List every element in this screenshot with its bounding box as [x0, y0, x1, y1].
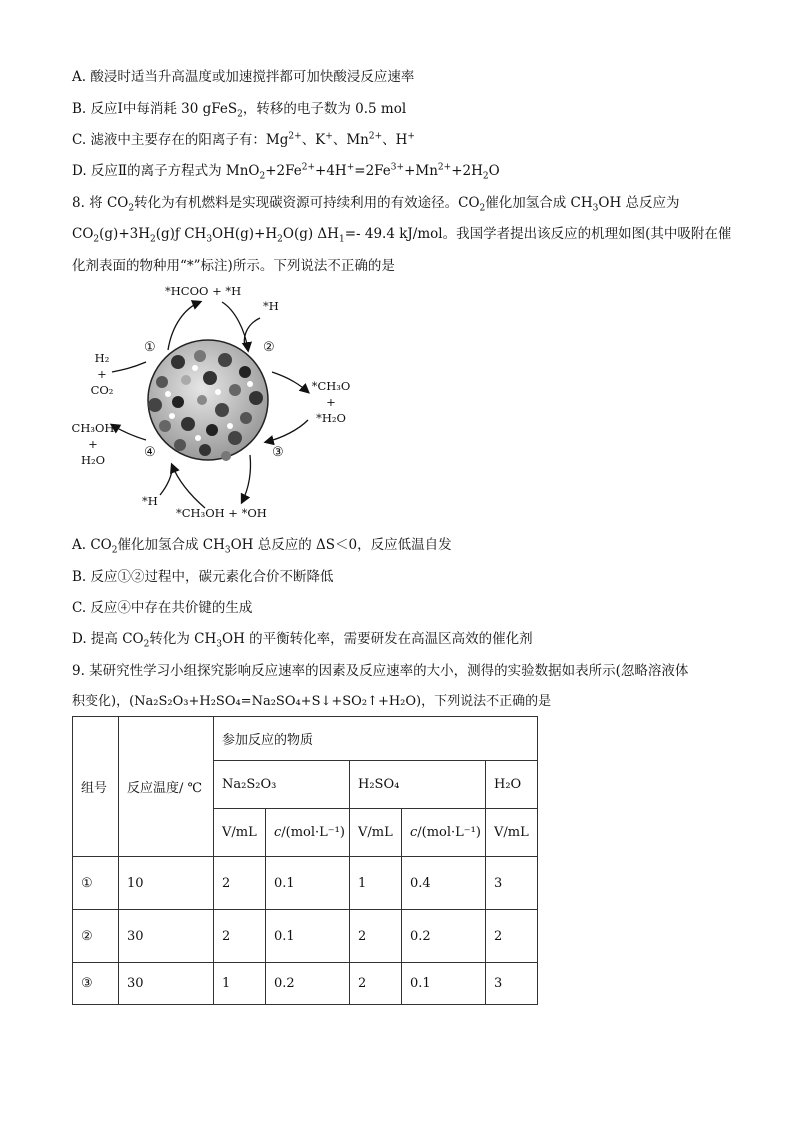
arrow-step3	[242, 455, 251, 502]
arrow-to-step3	[266, 420, 308, 442]
label-ch3oh-oh: *CH₃OH + *OH	[176, 506, 267, 520]
cell-value: 0.2	[266, 963, 350, 1005]
label-step2: ②	[263, 340, 275, 355]
header-temperature: 反应温度/ ℃	[119, 717, 214, 857]
q7-option-d: D. 反应Ⅱ的离子方程式为 $MnO_2+2Fe^{2+}+4H^+=2Fe^{3+}+Mn^{2+}+2H_2O$	[72, 162, 500, 182]
label-step1: ①	[144, 340, 156, 355]
label-h2-co2: H₂ + CO₂	[90, 351, 114, 397]
cell-value: 3	[486, 963, 538, 1005]
q7-option-c: C. 滤液中主要存在的阳离子有：$Mg^{2+}$、K+、$Mn^{2+}$、H+	[72, 131, 415, 148]
header-h2so4: H₂SO₄	[350, 761, 486, 809]
q8-option-c: C. 反应④中存在共价键的生成	[72, 600, 253, 616]
label-h-top: *H	[263, 299, 279, 313]
header-h2o: H₂O	[486, 761, 538, 809]
cell-value: 2	[350, 910, 402, 963]
experiment-table	[72, 716, 538, 1005]
label-step4: ④	[144, 445, 156, 460]
cell-value: 2	[486, 910, 538, 963]
header-concentration: c/(mol·L⁻¹)	[402, 809, 486, 857]
q9-stem-line2: 积变化)，(Na₂S₂O₃+H₂SO₄=Na₂SO₄+S↓+SO₂↑+H₂O)，下列说法不正确的是	[72, 694, 552, 709]
q7-option-a: A. 酸浸时适当升高温度或加速搅拌都可加快酸浸反应速率	[72, 69, 415, 85]
arrow-input	[112, 362, 146, 372]
header-volume: V/mL	[350, 809, 402, 857]
cell-temperature: 30	[119, 963, 214, 1005]
label-h-bottom: *H	[142, 494, 158, 508]
q8-option-b: B. 反应①②过程中，碳元素化合价不断降低	[72, 569, 334, 585]
cell-value: 0.1	[266, 910, 350, 963]
header-group: 组号	[73, 717, 119, 857]
header-na2s2o3: Na₂S₂O₃	[214, 761, 350, 809]
mechanism-diagram	[60, 280, 380, 525]
cell-value: 3	[486, 857, 538, 910]
header-volume: V/mL	[486, 809, 538, 857]
header-concentration: c/(mol·L⁻¹)	[266, 809, 350, 857]
q9-stem-line1: 9. 某研究性学习小组探究影响反应速率的因素及反应速率的大小，测得的实验数据如表所示(忽略溶液体	[72, 663, 689, 679]
q8-option-a: A. $CO_2$催化加氢合成 $CH_3OH$ 总反应的 ΔS＜0，反应低温自发	[72, 537, 452, 556]
q8-stem-line3: 化剂表面的物种用“*”标注)所示。下列说法不正确的是	[72, 258, 395, 274]
cell-group: ③	[73, 963, 119, 1005]
cell-value: 2	[214, 857, 266, 910]
label-hcoo-h: *HCOO + *H	[165, 284, 242, 298]
q8-stem-line2: $CO_2(g)+3H_2(g)ƒ$ $CH_3OH(g)+H_2O(g)$ $\Delta H_1=-$ 49.4 kJ/mol。我国学者提出该反应的机理如图(其中吸附在催	[72, 226, 732, 245]
label-step3: ③	[272, 445, 284, 460]
cell-value: 2	[350, 963, 402, 1005]
q8-option-d: D. 提高 $CO_2$转化为 $CH_3OH$ 的平衡转化率，需要研发在高温区高效的催化剂	[72, 631, 533, 650]
cell-group: ②	[73, 910, 119, 963]
q8-stem-line1: 8. 将 $CO_2$转化为有机燃料是实现碳资源可持续利用的有效途径。$CO_2$催化加氢合成 $CH_3OH$ 总反应为	[72, 195, 680, 214]
cell-value: 0.1	[402, 963, 486, 1005]
cell-value: 2	[214, 910, 266, 963]
label-ch3oh-h2o: CH₃OH + H₂O	[71, 421, 115, 467]
label-ch3o-h2o: *CH₃O + *H₂O	[311, 379, 351, 425]
cell-value: 0.4	[402, 857, 486, 910]
cell-temperature: 10	[119, 857, 214, 910]
cell-value: 0.2	[402, 910, 486, 963]
table-row	[73, 910, 538, 963]
header-reactants: 参加反应的物质	[214, 717, 538, 761]
table-row	[73, 963, 538, 1005]
cell-value: 1	[214, 963, 266, 1005]
cell-temperature: 30	[119, 910, 214, 963]
cell-group: ①	[73, 857, 119, 910]
header-volume: V/mL	[214, 809, 266, 857]
q7-option-b: B. 反应Ⅰ中每消耗 30 gFeS$_2$，转移的电子数为 0.5 mol	[72, 101, 407, 120]
cell-value: 1	[350, 857, 402, 910]
arrow-step2	[272, 372, 308, 392]
table-row	[73, 857, 538, 910]
cell-value: 0.1	[266, 857, 350, 910]
arrow-to-step4	[172, 465, 205, 508]
arrow-h-in-bottom	[160, 468, 172, 495]
